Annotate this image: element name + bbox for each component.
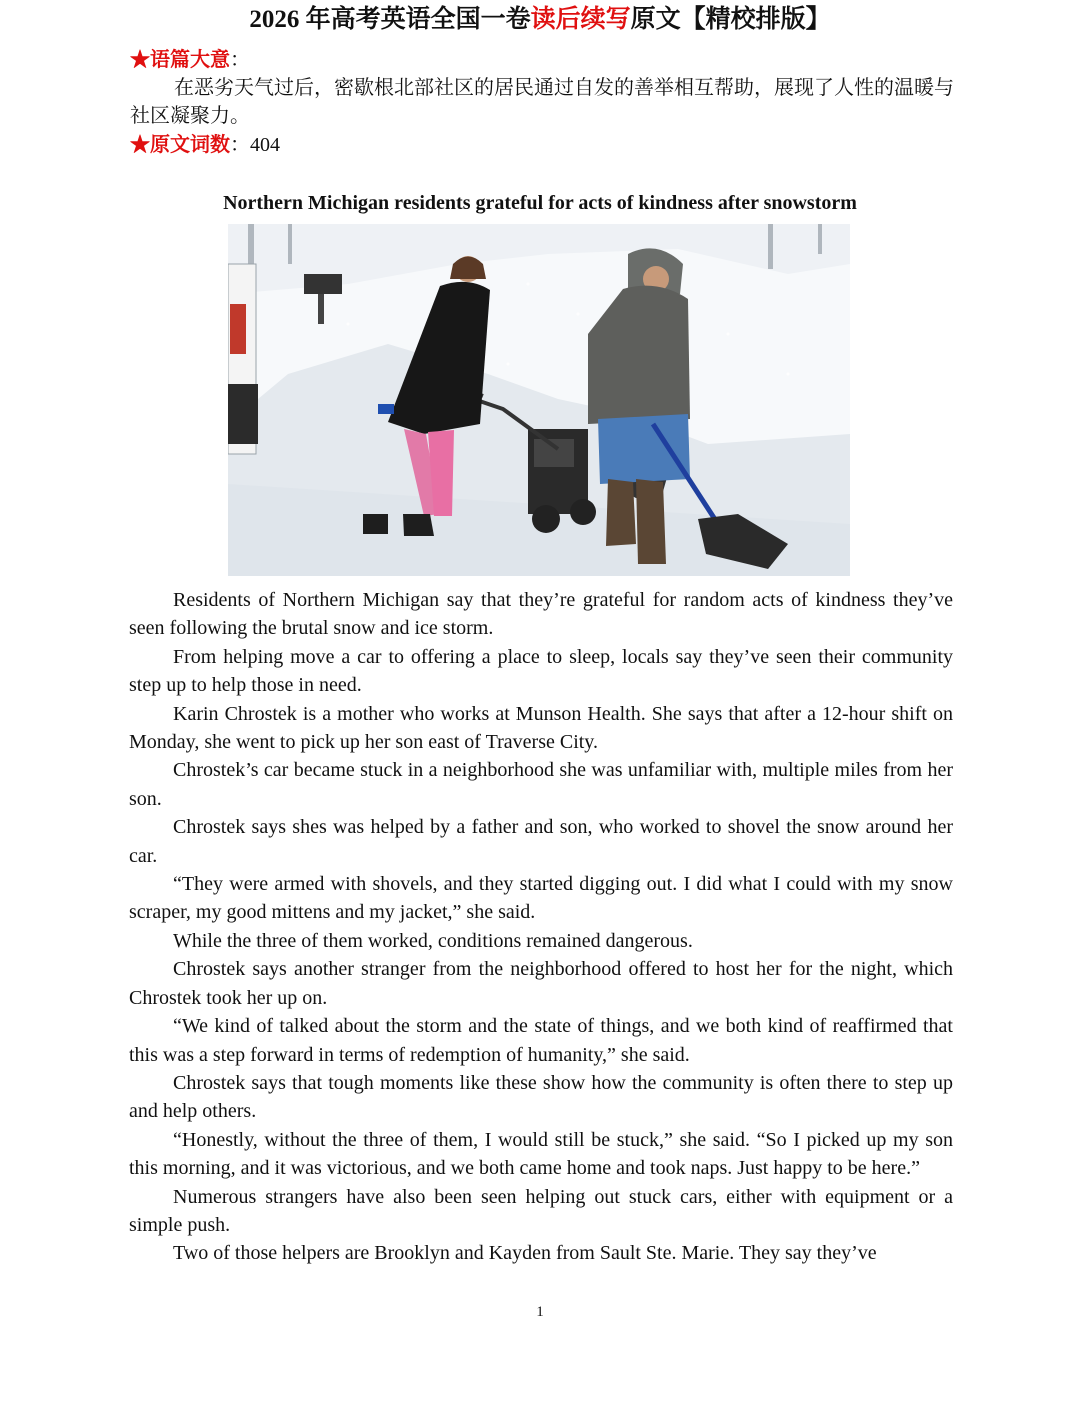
summary-section (130, 46, 954, 130)
article-headline: Northern Michigan residents grateful for acts of kindness after snowstorm (223, 192, 857, 214)
article-paragraph: Residents of Northern Michigan say that they’re grateful for random acts of kindness they’ve seen following the brutal snow and ice storm. (129, 589, 953, 640)
title-prefix: 2026 年高考英语全国一卷 (249, 6, 531, 33)
snowstorm-photo (228, 224, 850, 576)
article-paragraph: Chrostek’s car became stuck in a neighborhood she was unfamiliar with, multiple miles from her son. (129, 759, 953, 810)
article-paragraph: “Honestly, without the three of them, I would still be stuck,” she said. “So I picked up my son this morning, and it was victorious, and we both came home and took naps. Just happy to be here.” (129, 1128, 953, 1180)
article-paragraph: From helping move a car to offering a place to sleep, locals say they’ve seen their community step up to help those in need. (129, 645, 953, 697)
wordcount-colon: ： (230, 134, 250, 156)
article-paragraph: Chrostek says another stranger from the neighborhood offered to host her for the night, which Chrostek took her up on. (129, 958, 953, 1009)
title-suffix: 原文【精校排版】 (630, 6, 831, 33)
summary-colon: ： (230, 49, 250, 71)
summary-label: ★语篇大意 (130, 49, 230, 71)
article-paragraph: Numerous strangers have also been seen helping out stuck cars, either with equipment or a simple push. (129, 1185, 953, 1236)
wordcount-value: 404 (250, 134, 280, 156)
title-highlight: 读后续写 (530, 6, 631, 33)
page-number: 1 (536, 1304, 544, 1320)
article-paragraph: Two of those helpers are Brooklyn and Kayden from Sault Ste. Marie. They say they’ve (173, 1242, 877, 1265)
wordcount-section (130, 131, 954, 159)
wordcount-label: ★原文词数 (130, 134, 230, 156)
article-paragraph: Chrostek says that tough moments like these show how the community is often there to step up and help others. (129, 1071, 953, 1123)
article-paragraph: Karin Chrostek is a mother who works at Munson Health. She says that after a 12-hour shift on Monday, she went to pick up her son east of Traverse City. (129, 702, 953, 754)
article-paragraph: Chrostek says shes was helped by a father and son, who worked to shovel the snow around her car. (129, 816, 953, 867)
article-paragraph: While the three of them worked, conditions remained dangerous. (173, 929, 693, 952)
summary-text: 在恶劣天气过后，密歇根北部社区的居民通过自发的善举相互帮助，展现了人性的温暖与社区凝聚力。 (130, 77, 954, 127)
page-title (0, 4, 1080, 36)
article-paragraph: “They were armed with shovels, and they started digging out. I did what I could with my snow scraper, my good mittens and my jacket,” she said. (129, 873, 953, 924)
article-body (129, 586, 953, 1268)
article-paragraph: “We kind of talked about the storm and the state of things, and we both kind of reaffirmed that this was a step forward in terms of redemption of humanity,” she said. (129, 1015, 953, 1066)
